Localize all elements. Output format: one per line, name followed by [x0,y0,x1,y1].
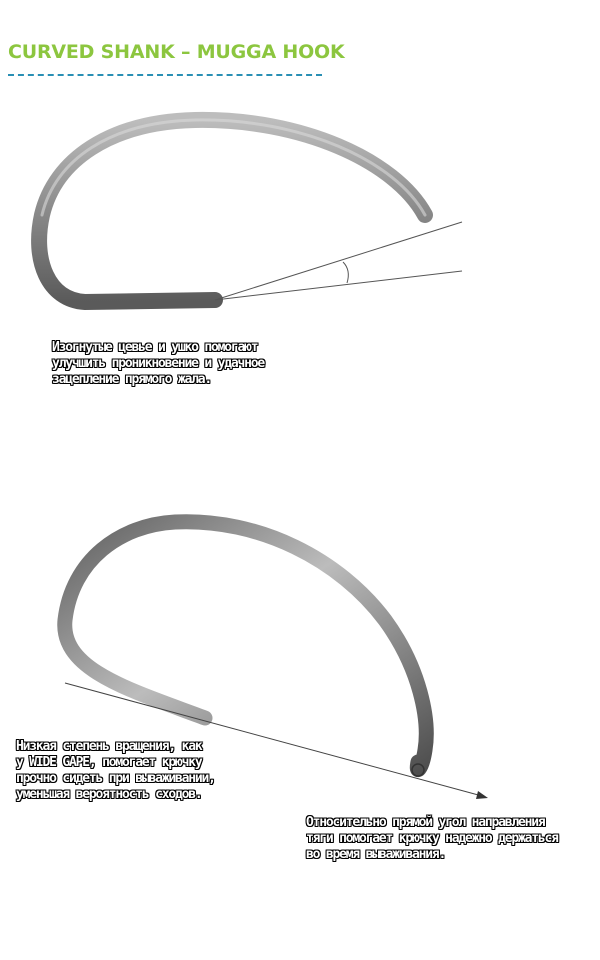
hook-bottom-arrowhead [476,791,488,799]
hook-top-figure [39,120,462,302]
hook-top-reference-line [215,271,462,300]
hook-top-pull-line [215,222,462,300]
hook-top-angle-arc [343,262,348,283]
caption-low-rotation: Низкая степень вращения, как у WIDE GAPE, помогает крючку прочно сидеть при вываживании, уменьшая вероятность сходов. [16,739,215,802]
caption-pull-angle: Относительно прямой угол направления тяги помогает крючку надежно держаться во время вываживания. [306,815,558,862]
page-title: CURVED SHANK – MUGGA HOOK [8,41,345,63]
caption-curved-shank: Изогнутые цевье и ушко помогают улучшить проникновение и удачное зацепление прямого жала. [52,340,265,387]
hook-top-body [39,120,425,302]
hook-bottom-body [65,522,426,770]
